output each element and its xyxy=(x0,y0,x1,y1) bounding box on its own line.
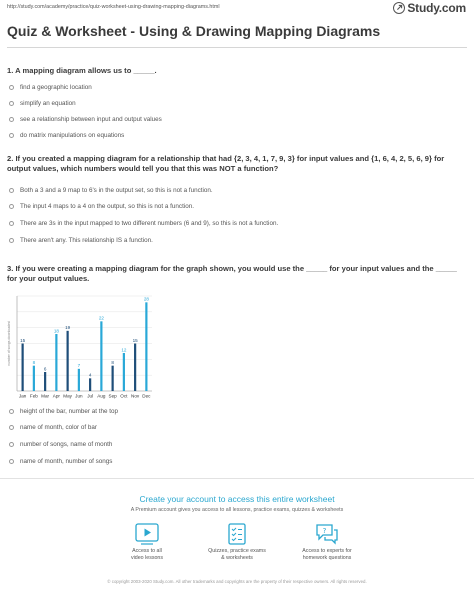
option-label: see a relationship between input and output values xyxy=(20,116,162,123)
bar-mar xyxy=(44,372,46,391)
question-2-text: 2. If you created a mapping diagram for a relationship that had {2, 3, 4, 1, 7, 9, 3} for input values and {1, 6, 4, 2, 5, 6, 9} for output values, which numbers would tell you that this was NOT a function? xyxy=(7,154,445,173)
data-label-may: 19 xyxy=(65,325,71,331)
feature-video-lessons xyxy=(102,523,192,561)
tick-label-apr: Apr xyxy=(52,393,60,399)
tick-label-sep: Sep xyxy=(108,393,117,399)
data-label-jul: 4 xyxy=(88,372,92,378)
radio-icon[interactable] xyxy=(9,204,14,209)
tick-label-jul: Jul xyxy=(87,393,94,399)
copyright-line-1: © copyright 2003-2020 Study.com. All other trademarks and copyrights are the property of their respective owners. All rights reserved. xyxy=(107,579,367,584)
question-1-option-4[interactable] xyxy=(9,132,124,139)
bar-jul xyxy=(89,378,91,391)
page-url[interactable]: http://study.com/academy/practice/quiz-worksheet-using-drawing-mapping-diagrams.html xyxy=(7,4,220,10)
bar-aug xyxy=(100,321,102,391)
feature-experts xyxy=(282,523,372,561)
bar-apr xyxy=(55,334,57,391)
radio-icon[interactable] xyxy=(9,442,14,447)
copyright-footer xyxy=(0,579,474,585)
radio-icon[interactable] xyxy=(9,117,14,122)
video-play-icon xyxy=(135,523,159,545)
data-label-sep: 8 xyxy=(111,360,114,366)
chart-svg xyxy=(7,292,155,402)
data-label-aug: 22 xyxy=(98,315,104,321)
feature-line-2: & worksheets xyxy=(221,554,253,561)
question-3-option-3[interactable] xyxy=(9,441,112,448)
feature-line-2: homework questions xyxy=(302,554,352,561)
radio-icon[interactable] xyxy=(9,425,14,430)
logo-text: Study.com xyxy=(407,0,466,15)
promo-subtitle: A Premium account gives you access to all lessons, practice exams, quizzes & worksheets xyxy=(130,507,344,513)
feature-line-2: video lessons xyxy=(130,554,164,561)
data-label-mar: 6 xyxy=(43,366,47,372)
option-label: The input 4 maps to a 4 on the output, so this is not a function. xyxy=(20,203,194,210)
data-label-apr: 18 xyxy=(53,328,59,334)
title-divider xyxy=(7,47,467,48)
bar-sep xyxy=(112,366,114,391)
expert-chat-icon xyxy=(315,523,339,545)
data-label-nov: 15 xyxy=(132,337,138,343)
option-label: name of month, color of bar xyxy=(20,424,98,431)
tick-label-mar: Mar xyxy=(41,393,50,399)
radio-icon[interactable] xyxy=(9,409,14,414)
bar-oct xyxy=(123,353,125,391)
promo-title[interactable]: Create your account to access this entire worksheet xyxy=(139,494,335,504)
bar-nov xyxy=(134,344,136,392)
question-2-option-2[interactable] xyxy=(9,203,194,210)
radio-icon[interactable] xyxy=(9,238,14,243)
bar-dec xyxy=(145,302,147,391)
feature-line-1: Access to all xyxy=(132,548,162,554)
page-title: Quiz & Worksheet - Using & Drawing Mapping Diagrams xyxy=(7,23,381,39)
bar-jun xyxy=(78,369,80,391)
question-1-text: 1. A mapping diagram allows us to _____. xyxy=(7,66,157,75)
question-1-option-1[interactable] xyxy=(9,84,92,91)
data-label-oct: 12 xyxy=(121,347,127,353)
question-1-option-3[interactable] xyxy=(9,116,162,123)
tick-label-oct: Oct xyxy=(120,393,128,399)
data-label-dec: 28 xyxy=(143,296,149,302)
tick-label-aug: Aug xyxy=(97,393,106,399)
premium-promo xyxy=(0,478,474,605)
option-label: number of songs, name of month xyxy=(20,441,113,448)
radio-icon[interactable] xyxy=(9,85,14,90)
bar-may xyxy=(67,331,69,391)
top-bar xyxy=(0,0,474,17)
option-label: do matrix manipulations on equations xyxy=(20,132,125,139)
songs-bar-chart xyxy=(7,292,155,402)
question-3-text: 3. If you were creating a mapping diagram for the graph shown, you would use the _____ for your input values and the _____ for your output values. xyxy=(7,264,457,283)
question-1-option-2[interactable] xyxy=(9,100,76,107)
question-3-option-1[interactable] xyxy=(9,408,118,415)
data-label-jun: 7 xyxy=(77,363,81,369)
radio-icon[interactable] xyxy=(9,459,14,464)
radio-icon[interactable] xyxy=(9,188,14,193)
option-label: find a geographic location xyxy=(20,84,92,91)
study-logo[interactable] xyxy=(393,1,466,14)
data-label-jan: 15 xyxy=(20,337,26,343)
option-label: simplify an equation xyxy=(20,100,76,107)
bar-jan xyxy=(22,344,24,392)
bar-feb xyxy=(33,366,35,391)
question-2-option-1[interactable] xyxy=(9,187,213,194)
quiz-checklist-icon xyxy=(225,523,249,545)
option-label: There aren't any. This relationship IS a function. xyxy=(20,237,153,244)
option-label: There are 3s in the input mapped to two different numbers (6 and 9), so this is not a function. xyxy=(20,220,279,227)
radio-icon[interactable] xyxy=(9,133,14,138)
svg-text:?: ? xyxy=(322,527,327,535)
study-arrow-icon xyxy=(393,2,405,14)
option-label: height of the bar, number at the top xyxy=(20,408,119,415)
option-label: Both a 3 and a 9 map to 6's in the output set, so this is not a function. xyxy=(20,187,213,194)
feature-line-1: Quizzes, practice exams xyxy=(208,548,266,554)
y-axis-label: number of songs downloaded xyxy=(7,321,11,366)
tick-label-nov: Nov xyxy=(131,393,140,399)
question-2-option-4[interactable] xyxy=(9,237,153,244)
tick-label-may: May xyxy=(63,393,72,399)
tick-label-jan: Jan xyxy=(18,393,27,399)
tick-label-jun: Jun xyxy=(75,393,83,399)
data-label-feb: 8 xyxy=(32,360,36,366)
tick-label-dec: Dec xyxy=(142,393,151,399)
radio-icon[interactable] xyxy=(9,221,14,226)
feature-line-1: Access to experts for xyxy=(302,548,352,554)
tick-label-feb: Feb xyxy=(29,393,38,399)
radio-icon[interactable] xyxy=(9,101,14,106)
feature-quizzes xyxy=(192,523,282,561)
question-3-option-2[interactable] xyxy=(9,424,97,431)
question-2-option-3[interactable] xyxy=(9,220,278,227)
option-label: name of month, number of songs xyxy=(20,458,113,465)
question-3-option-4[interactable] xyxy=(9,458,112,465)
